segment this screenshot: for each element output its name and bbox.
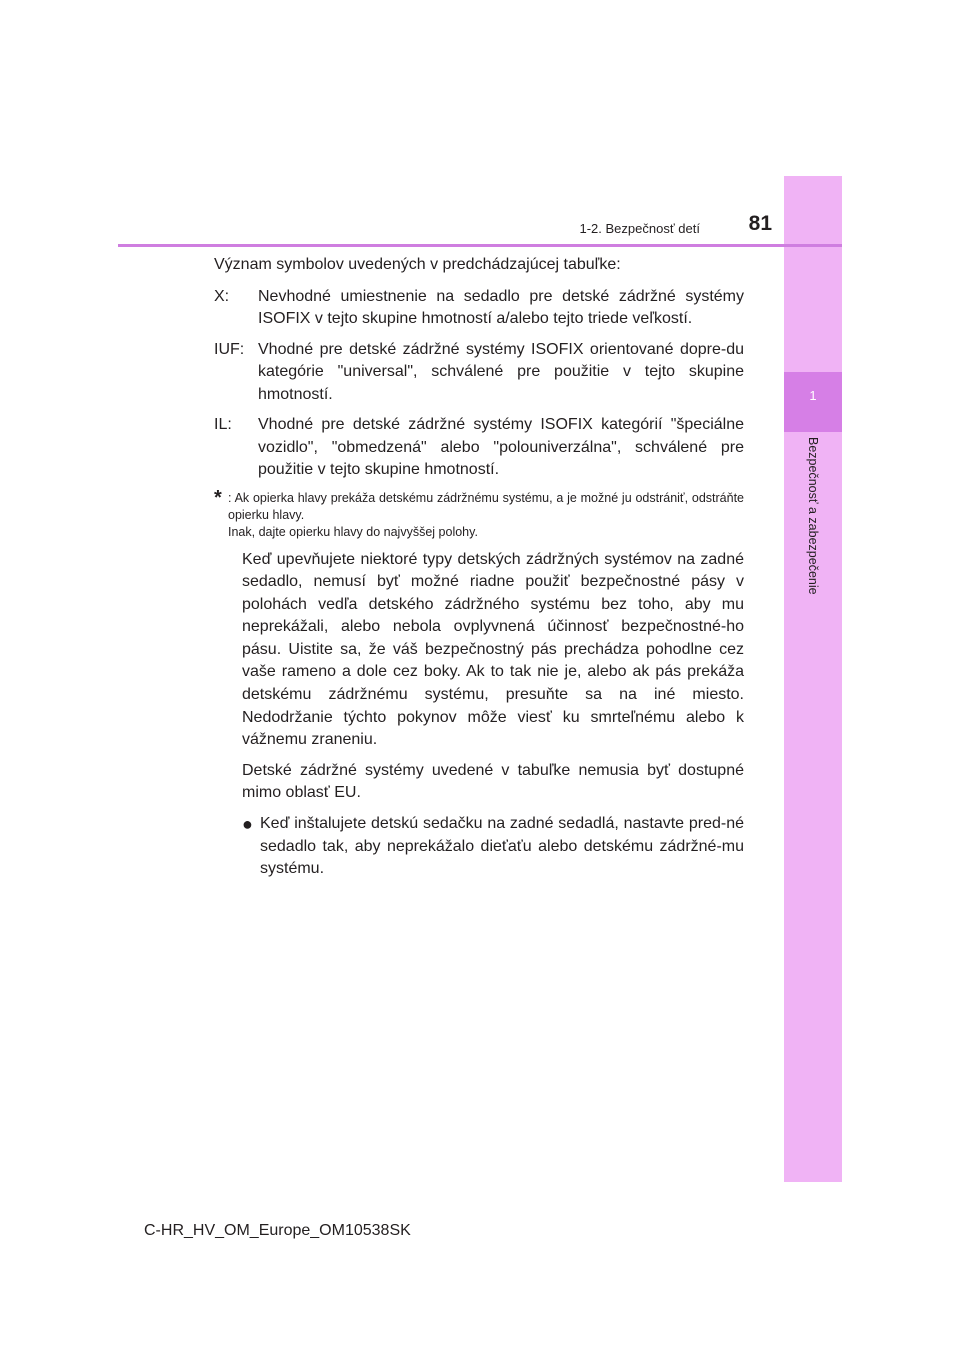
section-title: 1-2. Bezpečnosť detí — [579, 221, 700, 236]
document-code: C-HR_HV_OM_Europe_OM10538SK — [144, 1222, 411, 1239]
footnote-line: : Ak opierka hlavy prekáža detskému zádržnému systému, a je možné ju odstrániť, odstráňte opierku hlavy. — [228, 490, 744, 522]
bullet-text: Keď inštalujete detskú sedačku na zadné sedadlá, nastavte pred-né sedadlo tak, aby neprekážalo dieťaťu alebo detskému zádržné-mu systému. — [260, 815, 744, 878]
footnote-body — [228, 490, 744, 541]
definition-x — [214, 286, 744, 331]
footnote — [214, 486, 744, 541]
page-content — [214, 254, 744, 881]
definition-il — [214, 414, 744, 482]
definition-term: IUF: — [214, 340, 245, 358]
chapter-number: 1 — [809, 388, 817, 403]
chapter-title: Bezpečnosť a zabezpečenie — [806, 437, 820, 595]
page-number: 81 — [748, 212, 772, 235]
seatbelt-paragraph: Keď upevňujete niektoré typy detských zádržných systémov na zadné sedadlo, nemusí byť možné riadne použiť bezpečnostné pásy v polohách vedľa detského zádržného systému bez toho, aby mu neprekážali, alebo nebola ovplyvnená účinnosť bezpečnostné-ho pásu. Uistite sa, že váš bezpečnostný pás prechádza pohodlne cez vaše rameno a dole cez boky. Ak to tak nie je, alebo ak pás prekáža detskému zádržnému systému, presuňte sa na iné miesto. Nedodržanie týchto pokynov môže viesť ku smrteľnému alebo k vážnemu zraneniu. — [242, 550, 744, 749]
availability-paragraph: Detské zádržné systémy uvedené v tabuľke nemusia byť dostupné mimo oblasť EU. — [242, 761, 744, 802]
chapter-side-tab — [784, 176, 842, 1182]
definition-iuf — [214, 339, 744, 407]
footnote-asterisk: * — [214, 486, 222, 509]
header-rule — [118, 244, 842, 247]
definition-term: X: — [214, 287, 230, 305]
bullet-dot-icon: ● — [242, 814, 253, 835]
intro-text: Význam symbolov uvedených v predchádzajúcej tabuľke: — [214, 256, 621, 273]
definition-term: IL: — [214, 416, 232, 433]
footnote-line: Inak, dajte opierku hlavy do najvyššej polohy. — [228, 524, 478, 539]
definition-text: Nevhodné umiestnenie na sedadlo pre detské zádržné systémy ISOFIX v tejto skupine hmotností a/alebo tejto triede veľkostí. — [258, 287, 744, 327]
definition-text: Vhodné pre detské zádržné systémy ISOFIX orientované dopre-du kategórie "universal", schválené pre použitie v tejto skupine hmotností. — [258, 340, 744, 403]
definition-text: Vhodné pre detské zádržné systémy ISOFIX kategórií "špeciálne vozidlo", "obmedzená" alebo "polouniverzálna", schválené pre použitie v tejto skupine hmotností. — [258, 416, 744, 478]
bullet-item — [242, 813, 744, 881]
